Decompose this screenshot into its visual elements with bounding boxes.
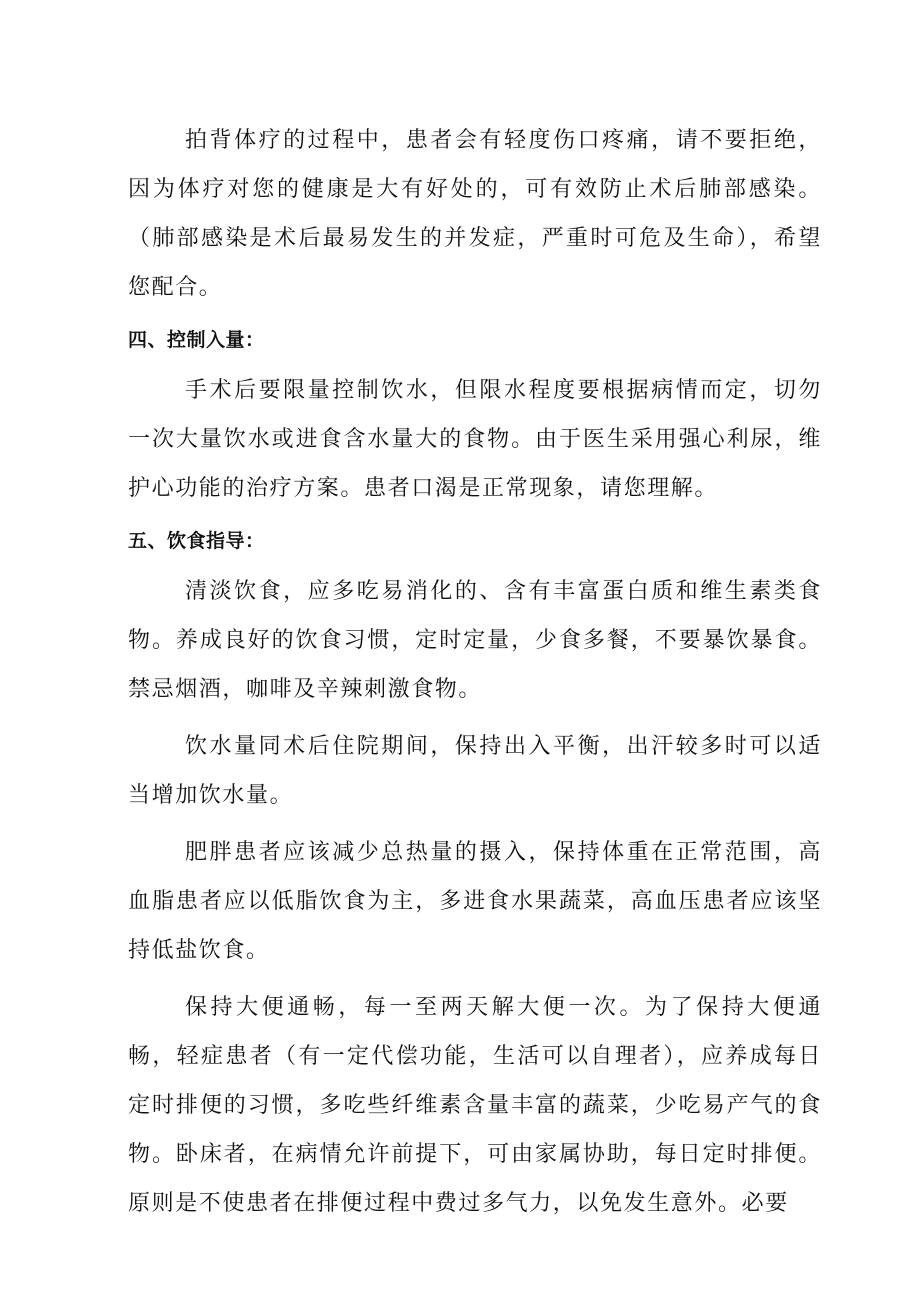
document-body (128, 116, 822, 1236)
section-heading-intake-control: 四、控制入量： (128, 329, 265, 351)
paragraph-water-limit: 手术后要限量控制饮水，但限水程度要根据病情而定，切勿一次大量饮水或进食含水量大的食物。由于医生采用强心利尿，维护心功能的治疗方案。患者口渴是正常现象，请您理解。 (128, 378, 822, 501)
paragraph-bowel-movement: 保持大便通畅，每一至两天解大便一次。为了保持大便通畅，轻症患者（有一定代偿功能，生活可以自理者），应养成每日定时排便的习惯，多吃些纤维素含量丰富的蔬菜，少吃易产气的食物。卧床者，在病情允许前提下，可由家属协助，每日定时排便。原则是不使患者在排便过程中费过多气力，以免发生意外。必要 (128, 995, 822, 1216)
paragraph-back-patting: 拍背体疗的过程中，患者会有轻度伤口疼痛，请不要拒绝，因为体疗对您的健康是大有好处的，可有效防止术后肺部感染。（肺部感染是术后最易发生的并发症，严重时可危及生命），希望您配合。 (128, 128, 822, 300)
paragraph-water-intake: 饮水量同术后住院期间，保持出入平衡，出汗较多时可以适当增加饮水量。 (128, 734, 822, 808)
paragraph-weight-control: 肥胖患者应该减少总热量的摄入，保持体重在正常范围，高血脂患者应以低脂饮食为主，多进食水果蔬菜，高血压患者应该坚持低盐饮食。 (128, 840, 822, 963)
section-heading-diet-guidance: 五、饮食指导： (128, 530, 265, 552)
paragraph-light-diet: 清淡饮食，应多吃易消化的、含有丰富蛋白质和维生素类食物。养成良好的饮食习惯，定时定量，少食多餐，不要暴饮暴食。禁忌烟酒，咖啡及辛辣刺激食物。 (128, 579, 822, 702)
